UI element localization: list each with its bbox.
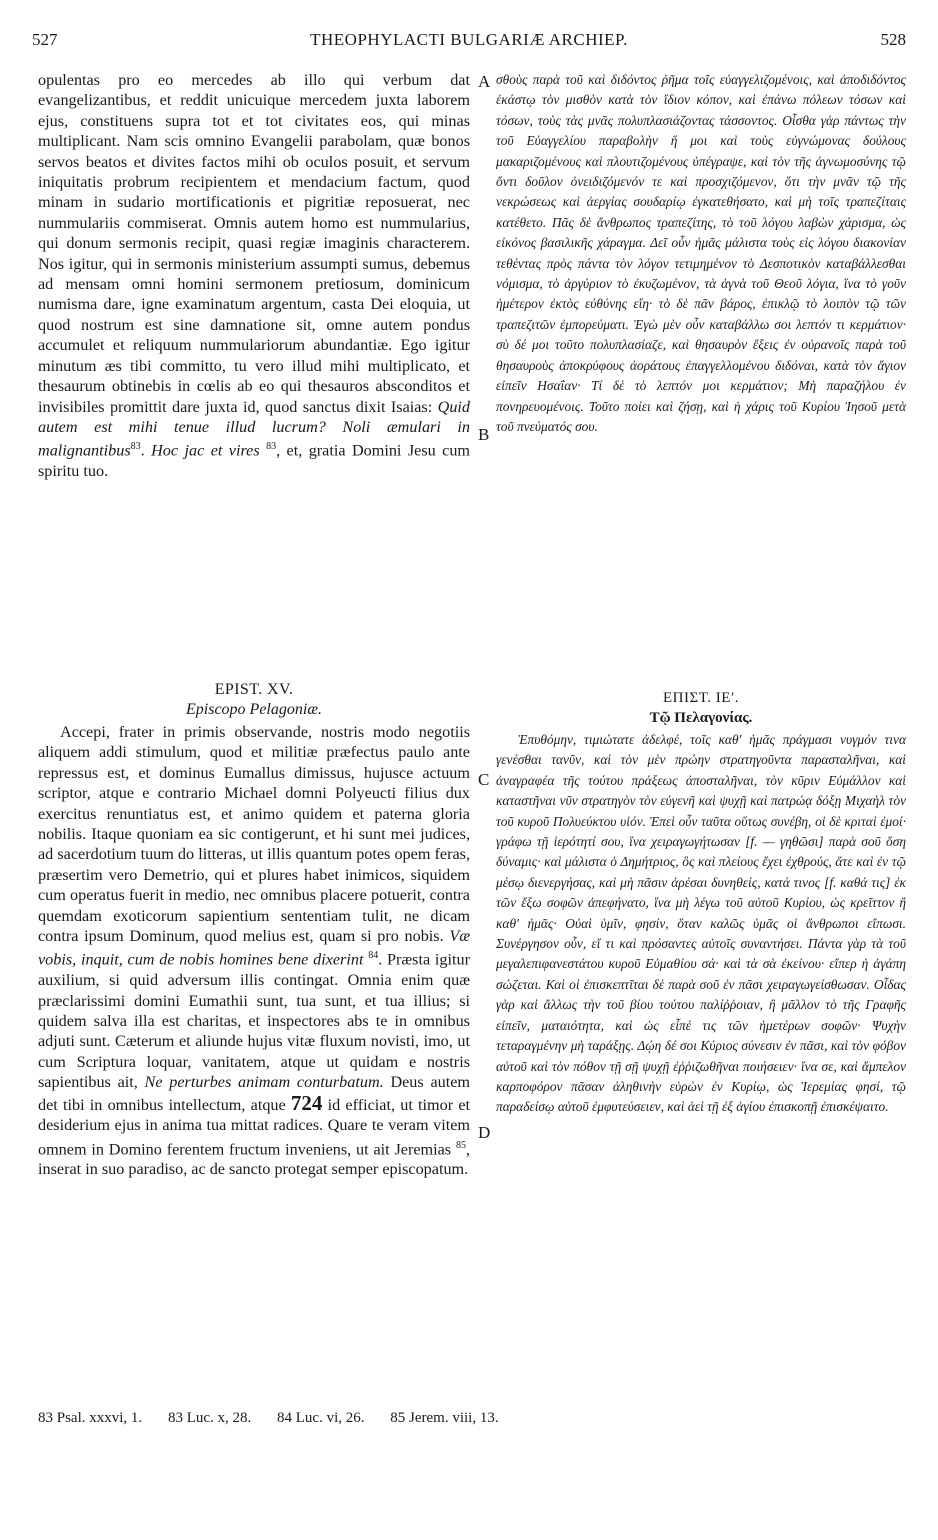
- latin-paragraph-2: Accepi, frater in primis observande, nostris modo negotiis aliquem addi stimulum, quod et militiæ præfectus paulo ante repressus est, et dominus Eumallus dimissus, hujusce actuum scriptor, atque e contrario Michael domni Polyeucti filius dux exercitus renuntiatus est, et animo quidem et paterna gloria nobilis. Itaque quoniam ea sic contigerunt, et hi sunt mei judices, ad sacerdotium tuum do litteras, ut illis quantum potes opem feras, præsertim vero Demetrio, qui et plures habet inimicos, siquidem cum operatus fuerit in medio, nec omnibus placere potuerit, contra quemdam exoticorum sapientium sententiam tulit, ne dicam contra ipsum Dominum, quod melius est, quam si pro nobis. Væ vobis, inquit, cum de nobis homines bene dixerint $^{84}$. Præsta igitur auxilium, si quid adversum illis contingat. Omnia enim quæ præclarissimi domini Eumathii sunt, tua sunt, et tua illius; si quidem salva illa est charitas, et inspectores abs te in omnibus adjuti sunt. Cæterum et aliunde hujus vitæ fluxum novisti, imo, ut cum Scriptura loquar, vanitatem, atque ut quidam e nostris sapientibus ait, Ne perturbes animam conturbatum. Deus autem det tibi in omnibus intellectum, atque 724 id efficiat, ut timor et desiderium ejus in anima tua mittat radices. Quare te veram vitem omnem in Domino ferentem fructum inveniens, ut ait Jeremias $^{85}$, inserat in suo paradiso, ac de sancto protegat semper episcopatum.: [38, 723, 470, 1179]
- latin-epist-body: [38, 722, 470, 1180]
- greek-epist-heading: [496, 688, 906, 729]
- greek-quote-ouai: Οὐαὶ ὑμῖν, φησίν, ὅταν καλῶς ὑμᾶς οἱ ἄνθρωποι εἴπωσι.: [565, 915, 906, 931]
- latin-quote-ne-perturbes: Ne perturbes animam conturbatum.: [144, 1073, 384, 1092]
- footnote-83: 83 Psal. xxxvi, 1.: [38, 1410, 143, 1426]
- section-marker-a: A: [478, 72, 491, 91]
- footnote-84: 84 Luc. vi, 26.: [277, 1410, 365, 1426]
- latin-epist-subtitle: Episcopo Pelagoniæ.: [186, 701, 322, 719]
- footnote-ref-84: 84: [368, 950, 379, 962]
- page-number-right: 528: [880, 30, 906, 49]
- greek-epist-subtitle: Τῷ Πελαγονίας.: [649, 710, 753, 727]
- latin-epist-heading: [38, 680, 470, 721]
- footnote-ref-85: 85: [455, 1139, 466, 1151]
- section-marker-c: C: [478, 770, 490, 789]
- running-header: [32, 30, 906, 54]
- greek-quote-psychen: Ψυχὴν τεταραγμένην μὴ ταράξῃς.: [496, 1017, 906, 1054]
- latin-paragraph-1: opulentas pro eo mercedes ab illo qui verbum dat evangelizantibus, et reddit unicuique mercedem juxta laborem ejus, constituens supra tot et tot civitates eos, qui minas multiplicant. Nam scis omnino Evangelii parabolam, quæ bonos servos beatos et divites factos mihi ob oculos posuit, et servum iniquitatis probrum recipientem et mendacium factum, quod minam in sudario mortificationis et pigritiæ reposuerat, nec nummulariis commiserat. Omnis autem homo est nummularius, qui donum sermonis recipit, quasi regiæ imaginis characterem. Nos igitur, qui in sermonis ministerium assumpti sumus, debemus ad mensam omni homini sermonem pretiosum, dominicum numisma dare, igne examinatum argentum, casta Dei eloquia, ut quod nostrum est sine damnatione sit, omne autem pondus accumulet et reliquum nummulariorum abundantiæ. Ego igitur minutum æs tibi committo, tu vero illud mihi multiplicato, et thesaurum obtinebis in cœlis ab eo qui thesauros absconditos et invisibiles promittit dare juxta id, quod sanctus dixit Isaias: Quid autem est mihi tenue illud lucrum? Noli æmulari in malignantibus$^{83}$. Hoc jac et vires $^{83}$, et, gratia Domini Jesu cum spiritu tuo.: [38, 71, 470, 481]
- footnote-ref-83: 83: [130, 441, 141, 453]
- greek-column: [496, 70, 906, 437]
- latin-quote-vae-vobis: Væ vobis, inquit, cum de nobis homines bene dixerint: [38, 927, 470, 969]
- greek-paragraph-2: Ἐπυθόμην, τιμιώτατε ἀδελφέ, τοῖς καθ' ἡμᾶς πράγμασι νυγμόν τινα γενέσθαι τανῦν, καὶ τὸν μὲν πρώην στρατηγοῦντα παρασταλῆναι, καὶ ἀναγραφέα τῆς τούτου πράξεως ἀποσταλῆναι, τὸν κῦριν Εὐμάλλον καὶ καταστῆναι νῦν στρατηγὸν τὸν εὐγενῆ καὶ ψυχῇ καὶ πατρώᾳ δόξῃ Μιχαὴλ τὸν τοῦ κυροῦ Πολυεύκτου υἱόν. Ἐπεὶ οὖν ταῦτα οὕτως συνέβη, οἱ δὲ κριταὶ ἐμοί· γράφω τῇ ἱερότητί σου, ἵνα χειραγωγήτωσαν [f. — γηθῶσι] παρὰ σοῦ ὅση δύναμις· καὶ μάλιστα ὁ Δημήτριος, ὃς καὶ πλείους ἔχει ἐχθρούς, ἅτε καὶ ἐν τῷ μέσῳ διενεργήσας, καὶ μὴ πᾶσιν ἀρέσαι δυνηθείς, κατά τινος [f. καθά τις] ἐκ τῶν ἔξω σοφῶν ἀπεφήνατο, ἵνα μὴ λέγω τοῦ αὐτοῦ Κυρίου, ὡς κρεῖττον ἢ καθ' ἡμᾶς· Οὐαὶ ὑμῖν, φησίν, ὅταν καλῶς ὑμᾶς οἱ ἄνθρωποι εἴπωσι. Συνέργησον οὖν, εἴ τι καὶ πρόσαντες αὐτοῖς συναντήσει. Πάντα γὰρ τὰ τοῦ μεγαλεπιφανεστάτου κυροῦ Εὐμαθίου σά· καὶ τὰ σὰ ἐκείνου· εἴπερ ἡ ἀγάπη σώζεται. Καὶ οἱ ἐπισκεπτῖται δὲ παρὰ σοῦ ἐν πᾶσι χειραγωγείσθωσαν. Οἶδας γὰρ καὶ ἄλλως τὴν τοῦ βίου τούτου παλίῤῥοιαν, ἢ μᾶλλον τὸ τῆς Γραφῆς εἰπεῖν, ματαιότητα, καὶ ὡς εἶπέ τις τῶν ἡμετέρων σοφῶν· Ψυχὴν τεταραγμένην μὴ ταράξῃς. Δῴη δέ σοι Κύριος σύνεσιν ἐν πᾶσι, καὶ τὸν φόβον αὐτοῦ καὶ τὸν πόθον τῇ σῇ ψυχῇ ἐῤῥιζωθῆναι ποιήσειεν· ἵνα σε, καὶ ἄμπελον καρποφόρον πᾶσαν ἀληθινὴν εὑρὼν ἐν Κυρίῳ, ὡς Ἱερεμίας φησί, τῷ παραδείσῳ αὐτοῦ ἐμφυτεύσειεν, καὶ ἀεὶ τῇ ἐξ ἁγίου ἐπισκοπῇ ἐπισκέψαιτο.: [496, 732, 906, 1115]
- column-number-724: 724: [290, 1090, 323, 1115]
- greek-quote-isaias: Τί δὲ τὸ λεπτόν μοι κερμάτιον; Μὴ παραζήλου ἐν πονηρευομένοις.: [496, 378, 906, 414]
- greek-paragraph-1: σθοὺς παρὰ τοῦ καὶ διδόντος ῥῆμα τοῖς εὐαγγελιζομένοις, καὶ ἀποδιδόντος ἑκάστῳ τὸν μισθὸν κατὰ τὸν ἴδιον κόπον, καὶ ἐπάνω πόλεων τόσων καὶ τόσων, τοὺς τὰς μνᾶς πολυπλασιάζοντας τάσσοντος. Οἶσθα γὰρ πάντως τὴν τοῦ Εὐαγγελίου παραβολὴν ἥ μοι καὶ τοὺς εὐγνώμονας δούλους μακαριζομένους καὶ πλουτιζομένους ὑπέγραψε, καὶ τὸν τῆς ἀγνωμοσύνης τῷ ὄντι δοῦλον ὀνειδιζόμενόν τε καὶ προσχιζόμενον, ὅτι τὴν μνᾶν τῷ τῆς νεκρώσεως καὶ ἀεργίας σουδαρίῳ ἐγκατεθήσατο, καὶ μὴ τοῖς τραπεζίταις κατέθετο. Πᾶς δὲ ἄνθρωπος τραπεζίτης, τὸ τοῦ λόγου λαβὼν χάρισμα, ὡς εἰκόνος βασιλικῆς χάραγμα. Δεῖ οὖν ἡμᾶς μάλιστα τοὺς εἰς λόγου διακονίαν τεθέντας πρὸς πάντα τὸν λόγον τετιμημένον τὸ Δεσποτικὸν καταβάλλεσθαι νόμισμα, τὸ ἀργύριον τὸ ἐκυζωμένον, τὰ ἁγνὰ τοῦ Θεοῦ λόγια, ἵνα τὸ γοῦν ἡμέτερον ἐκτὸς εὐθύνης εἴη· τὸ δὲ πᾶν βάρος, ἐπικλῷ τὸ λοιπὸν τῷ τῶν τραπεζιτῶν ἐμπορεύματι. Ἐγὼ μὲν οὖν καταβάλλω σοι λεπτόν τι κερμάτιον· σὺ δέ μοι τοῦτο πολυπλασίαζε, καὶ θησαυρὸν ἕξεις ἐν οὐρανοῖς παρὰ τοῦ θησαυροὺς ἀποκρύφους ἀοράτους ἐπαγγελλομένου διδόναι, κατὰ τὸν ἅγιον εἰπεῖν Ησαΐαν· Τί δὲ τὸ λεπτόν μοι κερμάτιον; Μὴ παραζήλου ἐν πονηρευομένοις. Τοῦτο ποίει καὶ ζήσῃ, καὶ ἡ χάρις τοῦ Κυρίου Ἰησοῦ μετὰ τοῦ πνεύματός σου.: [496, 72, 906, 434]
- greek-epist-body: [496, 730, 906, 1118]
- page-number-left: 527: [32, 30, 58, 49]
- section-marker-d: D: [478, 1123, 491, 1142]
- footnote-83b: 83 Luc. x, 28.: [167, 1410, 252, 1426]
- footnotes: [38, 1410, 906, 1427]
- running-title: THEOPHYLACTI BULGARIÆ ARCHIEP.: [310, 30, 628, 49]
- latin-epist-title: EPIST. XV.: [214, 681, 294, 698]
- section-marker-b: B: [478, 425, 490, 444]
- footnote-85: 85 Jerem. viii, 13.: [390, 1410, 499, 1426]
- latin-column: [38, 70, 470, 482]
- latin-quote-isaias: Quid autem est mihi tenue illud lucrum? Noli æmulari in malignantibus: [38, 397, 470, 460]
- greek-epist-title: ΕΠΙΣΤ. ΙΕʹ.: [663, 690, 739, 706]
- latin-quote-hoc-fac: Hoc jac et vires: [151, 441, 260, 460]
- footnote-ref-83b: 83: [266, 441, 277, 453]
